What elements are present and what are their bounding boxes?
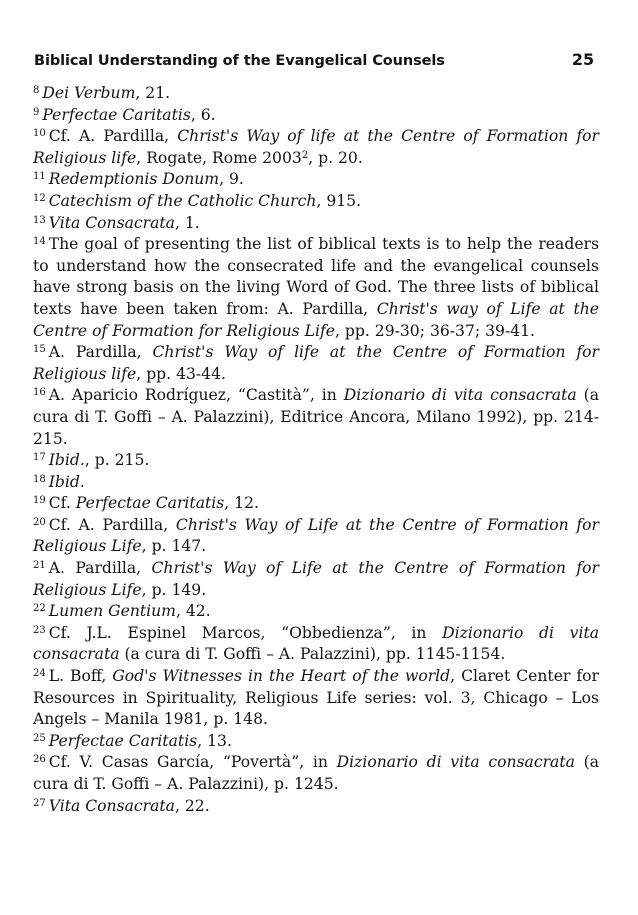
endnote-text: The goal of presenting the list of biblical texts is to help the readers to understand how the consecrated life and the evangelical counsels have strong basis on the living Word of God. The three lists of biblical texts have been taken from: A. Pardilla, (33, 235, 599, 318)
endnote (33, 342, 599, 385)
endnote-text: , Rogate, Rome 2003 (136, 148, 302, 167)
endnote-italic-text: Dizionario di vita consacrata (343, 386, 577, 405)
endnote-number: 9 (33, 106, 40, 118)
endnote-italic-text: God's Witnesses in the Heart of the world (112, 667, 451, 686)
endnote-text: L. Boff, (48, 667, 113, 686)
endnote-text: Cf. A. Pardilla, (48, 515, 176, 534)
endnote-number: 17 (33, 452, 46, 464)
endnote-text: , 13. (197, 731, 232, 750)
endnote (33, 191, 599, 213)
endnote-italic-text: Christ's Way of life at the Centre of Formation for Religious life (33, 343, 599, 383)
endnote-number: 20 (33, 516, 46, 528)
endnote-italic-text: Dizionario di vita consacrata (33, 623, 600, 664)
endnote-text: , p. 147. (141, 537, 207, 556)
endnote (33, 493, 599, 515)
endnote-number: 11 (33, 171, 46, 183)
endnote-text: , 42. (175, 602, 211, 621)
endnote-italic-text: Catechism of the Catholic Church (48, 191, 317, 210)
endnote (33, 169, 599, 191)
endnote-text: , 6. (190, 105, 216, 124)
endnote-text: , p. 20. (308, 148, 363, 167)
endnote-text: Cf. (48, 494, 76, 513)
endnote-text: , pp. 43-44. (136, 364, 226, 383)
endnote-text: Cf. V. Casas García, “Povertà”, in (48, 753, 337, 772)
endnote-italic-text: Vita Consacrata (48, 796, 175, 815)
endnote-text: A. Pardilla, (48, 343, 153, 362)
endnote-number: 27 (33, 797, 46, 809)
endnote-number: 25 (33, 732, 46, 744)
endnote (33, 731, 599, 753)
endnote-text: , 22. (174, 796, 210, 815)
endnote-text: , pp. 29-30; 36-37; 39-41. (334, 321, 536, 340)
endnote-text: Cf. A. Pardilla, (48, 127, 178, 146)
endnote (33, 558, 599, 601)
endnote-number: 13 (33, 214, 46, 226)
endnote-number: 16 (33, 387, 46, 399)
running-head-title: Biblical Understanding of the Evangelical Counsels (34, 53, 445, 69)
endnote-text: , Claret Center for Resources in Spirituality, Religious Life series: vol. 3, Chicago – Los Angels – Manila 1981, p. 148. (33, 667, 599, 729)
endnote-text: , 12. (224, 494, 259, 513)
endnote-italic-text: Christ's Way of Life at the Centre of Formation for Religious Life (33, 559, 599, 599)
endnote (33, 472, 599, 494)
endnote-italic-text: Ibid. (48, 451, 85, 470)
endnote-text: A. Pardilla, (48, 559, 152, 578)
endnote-text: , 21. (135, 84, 171, 102)
endnote-italic-text: Ibid. (48, 472, 85, 491)
endnotes-list (33, 83, 599, 817)
endnote-number: 18 (33, 473, 46, 485)
endnote-italic-text: Christ's Way of Life at the Centre of Formation for Religious Life (33, 515, 599, 556)
endnote (33, 623, 599, 666)
endnote-italic-text: Christ's Way of life at the Centre of Formation for Religious life (33, 127, 600, 167)
endnote-text: , 915. (316, 191, 362, 210)
endnote-number: 12 (33, 192, 46, 204)
endnote-text: , 1. (174, 213, 200, 232)
endnote (33, 515, 599, 558)
endnote-italic-text: Perfectae Caritatis (48, 731, 198, 750)
endnote-number: 26 (33, 754, 46, 766)
endnote (33, 796, 599, 818)
endnote-text: , p. 215. (84, 451, 150, 470)
endnote-italic-text: Lumen Gentium (48, 602, 176, 621)
endnote-number: 24 (33, 668, 46, 680)
endnote-italic-text: Dei Verbum (42, 84, 136, 102)
endnote (33, 105, 599, 127)
endnote (33, 83, 599, 105)
endnote-number: 23 (33, 624, 46, 636)
endnote (33, 234, 599, 342)
endnote-number: 15 (33, 344, 46, 356)
running-header (34, 50, 594, 69)
endnote-italic-text: Perfectae Caritatis (42, 105, 191, 124)
endnote-number: 22 (33, 603, 46, 615)
endnote-number: 19 (33, 495, 46, 507)
endnote-text: Cf. J.L. Espinel Marcos, “Obbedienza”, in (48, 623, 443, 642)
endnote-text: (a cura di T. Goffi – A. Palazzini), Editrice Ancora, Milano 1992), pp. 214-215. (33, 386, 599, 448)
endnote-italic-text: Vita Consacrata (48, 213, 175, 232)
endnote-text: , p. 149. (141, 580, 207, 599)
endnote-superscript: 2 (301, 149, 309, 161)
endnote-italic-text: Redemptionis Donum (48, 170, 220, 189)
endnote-italic-text: Christ's way of Life at the Centre of Formation for Religious Life (33, 299, 599, 340)
endnote (33, 601, 599, 623)
endnote (33, 385, 599, 450)
page-number: 25 (571, 50, 594, 69)
endnote (33, 666, 599, 731)
endnote (33, 450, 599, 472)
endnote (33, 126, 599, 169)
endnote-text: A. Aparicio Rodríguez, “Castità”, in (48, 386, 344, 405)
endnote-italic-text: Perfectae Caritatis (75, 494, 225, 513)
endnote (33, 752, 599, 795)
endnote-text: (a cura di T. Goffi – A. Palazzini), p. 1245. (33, 753, 599, 793)
endnote-number: 14 (33, 236, 46, 248)
endnote (33, 213, 599, 235)
endnote-text: (a cura di T. Goffi – A. Palazzini), pp. 1145-1154. (119, 645, 506, 664)
endnote-italic-text: Dizionario di vita consacrata (336, 753, 575, 772)
endnote-text: , 9. (219, 170, 244, 189)
endnote-number: 10 (33, 128, 46, 140)
endnote-number: 8 (33, 85, 40, 96)
endnote-number: 21 (33, 560, 46, 572)
